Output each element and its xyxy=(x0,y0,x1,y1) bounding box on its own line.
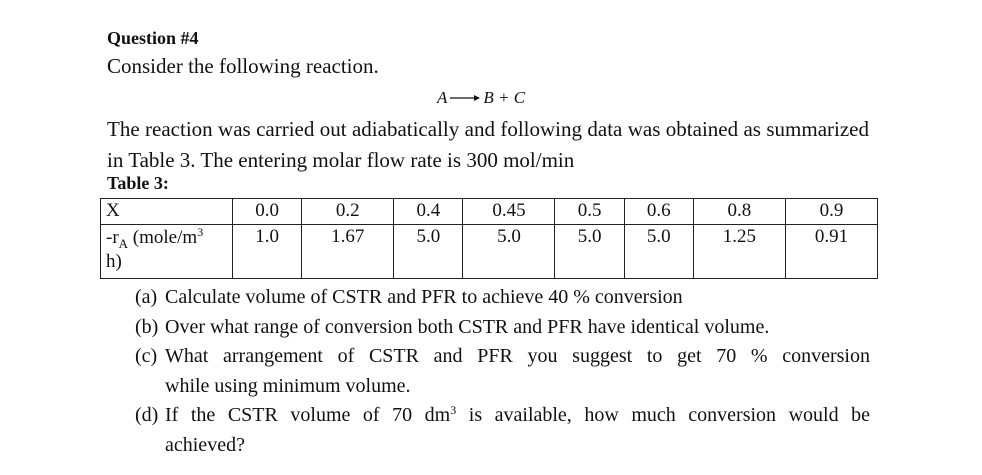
part-d-continuation: achieved? xyxy=(165,433,245,456)
table-cell: 0.2 xyxy=(302,199,394,225)
part-text: Calculate volume of CSTR and PFR to achieve 40 % conversion xyxy=(165,286,683,308)
products: B + C xyxy=(483,88,526,107)
row-header-x: X xyxy=(101,199,233,225)
table-cell: 1.25 xyxy=(693,225,785,279)
table-cell: 1.67 xyxy=(302,225,394,279)
reactant: A xyxy=(437,88,448,107)
part-text: Over what range of conversion both CSTR and PFR have identical volume. xyxy=(165,315,770,338)
question-intro: Consider the following reaction. xyxy=(107,54,379,78)
table-caption: Table 3: xyxy=(107,173,169,193)
table-cell: 0.91 xyxy=(785,225,877,279)
reaction-arrow-icon xyxy=(450,88,480,108)
part-b xyxy=(135,313,870,343)
question-title: Question #4 xyxy=(107,28,199,48)
table-cell: 0.6 xyxy=(624,199,693,225)
part-text: If the CSTR volume of 70 $dm^3$ is available, how much conversion would be xyxy=(165,403,871,426)
table-row-conversion xyxy=(101,199,878,225)
data-table xyxy=(100,198,878,279)
part-a xyxy=(135,283,870,313)
table-row-rate xyxy=(101,225,878,279)
row-header-rate: $-r_A$ ($mole/m^3$ h) xyxy=(101,225,233,279)
table-cell: 5.0 xyxy=(624,225,693,279)
table-cell: 0.5 xyxy=(555,199,624,225)
table-cell: 0.8 xyxy=(693,199,785,225)
part-label: (d) xyxy=(135,404,159,426)
part-d xyxy=(135,401,870,431)
part-label: (c) xyxy=(135,345,158,367)
part-c-continuation: while using minimum volume. xyxy=(165,374,411,397)
table-cell: 0.9 xyxy=(785,199,877,225)
table-cell: 0.0 xyxy=(233,199,302,225)
reaction-equation xyxy=(437,88,525,108)
part-label: (b) xyxy=(135,315,159,338)
table-cell: 5.0 xyxy=(394,225,463,279)
part-c xyxy=(135,342,870,372)
problem-description: The reaction was carried out adiabatically and following data was obtained as summarized in Table 3. The entering molar flow rate is 300 mol/min xyxy=(107,117,869,172)
question-parts xyxy=(135,283,870,460)
table-cell: 0.4 xyxy=(394,199,463,225)
table-cell: 1.0 xyxy=(233,225,302,279)
table-cell: 5.0 xyxy=(555,225,624,279)
part-text: What arrangement of CSTR and PFR you suggest to get 70 % conversion xyxy=(165,345,870,367)
table-cell: 5.0 xyxy=(463,225,555,279)
table-cell: 0.45 xyxy=(463,199,555,225)
part-label: (a) xyxy=(135,286,158,308)
